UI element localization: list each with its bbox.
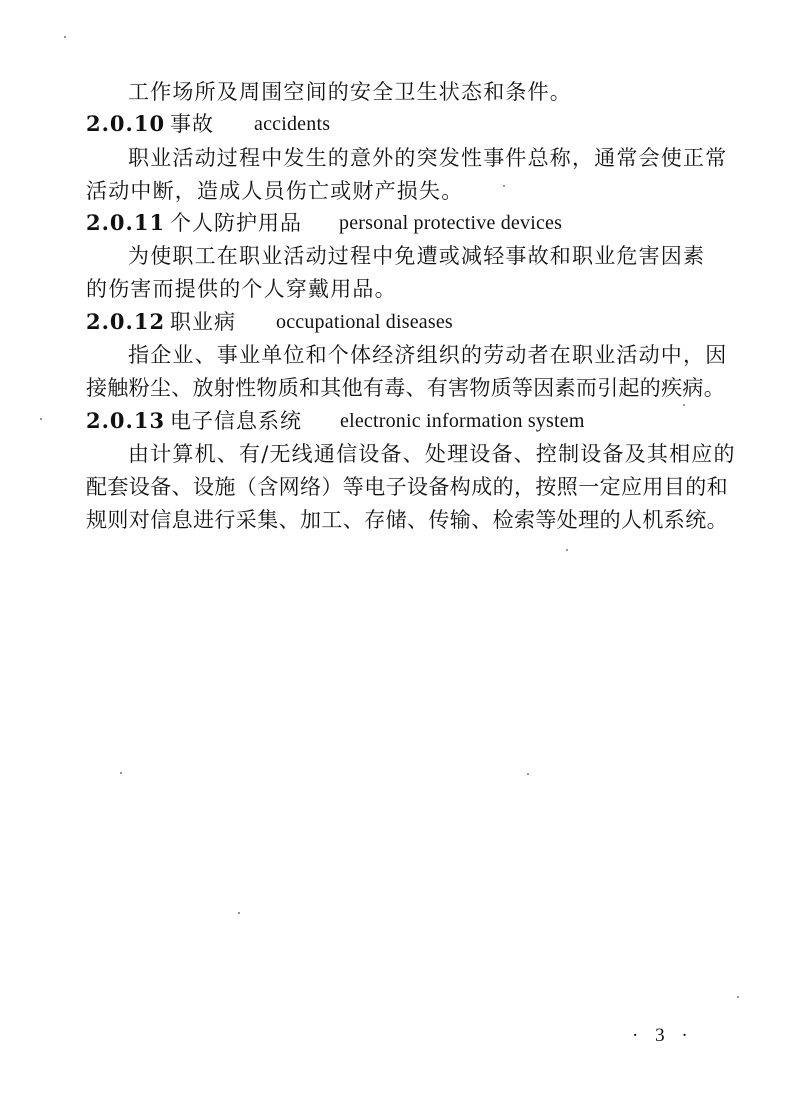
term-english: occupational diseases — [276, 311, 453, 333]
term-number: 2.0.11 — [86, 210, 166, 235]
term-heading-2-0-10 — [86, 111, 331, 137]
scan-speck — [238, 912, 240, 914]
term-chinese: 职业病 — [170, 310, 236, 334]
scan-speck — [503, 185, 505, 187]
term-heading-2-0-12 — [86, 309, 453, 335]
term-english: electronic information system — [340, 410, 585, 432]
term-english: personal protective devices — [339, 212, 563, 234]
term-heading-2-0-13 — [86, 408, 585, 434]
scan-speck — [527, 773, 529, 775]
term-number: 2.0.12 — [86, 309, 166, 334]
term-number: 2.0.13 — [86, 408, 166, 433]
definition-line: 职业活动过程中发生的意外的突发性事件总称，通常会使正常 — [128, 146, 728, 170]
term-english: accidents — [254, 113, 331, 135]
scan-speck — [120, 772, 122, 774]
definition-line: 规则对信息进行采集、加工、存储、传输、检索等处理的人机系统。 — [86, 508, 728, 532]
definition-line: 接触粉尘、放射性物质和其他有毒、有害物质等因素而引起的疾病。 — [86, 376, 725, 400]
term-chinese: 电子信息系统 — [170, 409, 302, 433]
continuation-text: 工作场所及周围空间的安全卫生状态和条件。 — [128, 80, 572, 104]
term-chinese: 个人防护用品 — [170, 211, 302, 235]
definition-line: 为使职工在职业活动过程中免遭或减轻事故和职业危害因素 — [128, 244, 706, 268]
scan-speck — [737, 996, 739, 998]
definition-line: 配套设备、设施（含网络）等电子设备构成的，按照一定应用目的和 — [86, 475, 728, 499]
term-heading-2-0-11 — [86, 210, 563, 236]
definition-line: 的伤害而提供的个人穿戴用品。 — [86, 277, 397, 301]
scan-speck — [64, 36, 66, 38]
term-number: 2.0.10 — [86, 111, 166, 136]
scan-speck — [683, 404, 685, 406]
definition-line: 指企业、事业单位和个体经济组织的劳动者在职业活动中，因 — [128, 343, 728, 367]
page-number: · 3 · — [632, 1025, 694, 1046]
definition-line: 活动中断，造成人员伤亡或财产损失。 — [86, 179, 464, 203]
definition-line: 由计算机、有/无线通信设备、处理设备、控制设备及其相应的 — [128, 442, 736, 466]
scan-speck — [40, 418, 42, 420]
scan-speck — [566, 549, 568, 551]
term-chinese: 事故 — [170, 112, 214, 136]
